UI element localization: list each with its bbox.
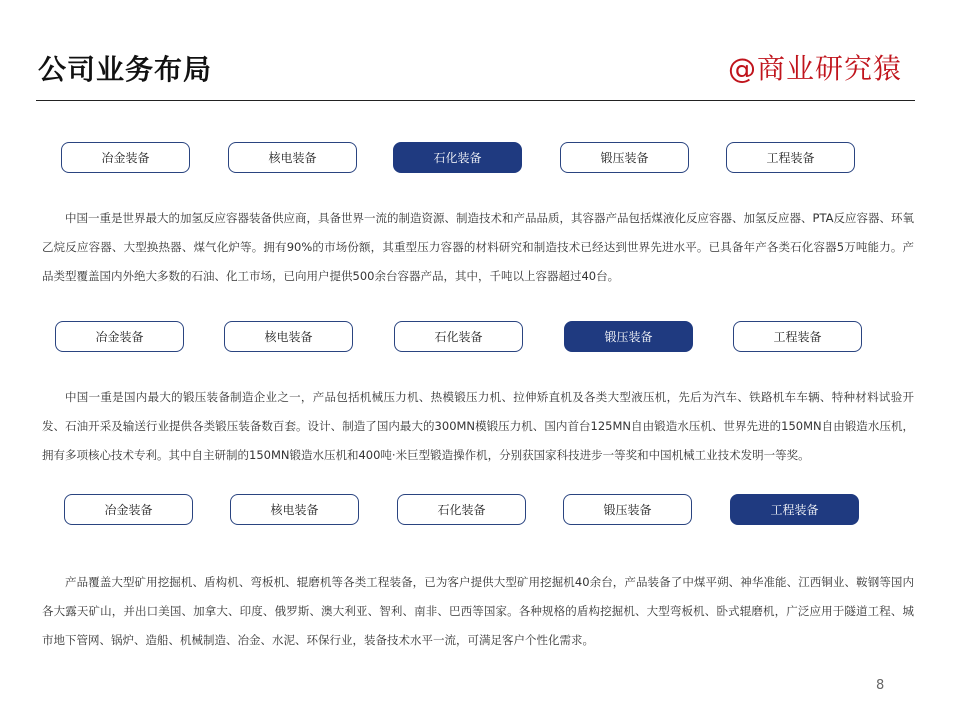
- section-1-paragraph: 中国一重是世界最大的加氢反应容器装备供应商，具备世界一流的制造资源、制造技术和产品品质，其容器产品包括煤液化反应容器、加氢反应器、PTA反应容器、环氧乙烷反应容器、大型换热器、煤气化炉等。拥有90%的市场份额，其重型压力容器的材料研究和制造技术已经达到世界先进水平。已具备年产各类石化容器5万吨能力。产品类型覆盖国内外绝大多数的石油、化工市场，已向用户提供500余台容器产品，其中，千吨以上容器超过40台。: [42, 211, 914, 283]
- tab-bar-3: [0, 494, 960, 527]
- tab-engineering[interactable]: 工程装备: [726, 142, 855, 173]
- title-divider: [36, 100, 915, 101]
- tab-metallurgy[interactable]: 冶金装备: [55, 321, 184, 352]
- tab-nuclear[interactable]: 核电装备: [224, 321, 353, 352]
- tab-forging[interactable]: 锻压装备: [560, 142, 689, 173]
- tab-metallurgy[interactable]: 冶金装备: [64, 494, 193, 525]
- section-2-paragraph: 中国一重是国内最大的锻压装备制造企业之一，产品包括机械压力机、热模锻压力机、拉伸矫直机及各类大型液压机，先后为汽车、铁路机车车辆、特种材料试验开发、石油开采及输送行业提供各类锻压装备数百套。设计、制造了国内最大的300MN模锻压力机、国内首台125MN自由锻造水压机、世界先进的150MN自由锻造水压机，拥有多项核心技术专利。其中自主研制的150MN锻造水压机和400吨·米巨型锻造操作机，分别获国家科技进步一等奖和中国机械工业技术发明一等奖。: [42, 390, 914, 462]
- tab-engineering[interactable]: 工程装备: [733, 321, 862, 352]
- tab-forging[interactable]: 锻压装备: [563, 494, 692, 525]
- tab-petrochemical[interactable]: 石化装备: [397, 494, 526, 525]
- tab-bar-2: [0, 321, 960, 354]
- brand-watermark: @商业研究猿: [727, 52, 902, 85]
- page-title: 公司业务布局: [38, 53, 213, 86]
- tab-metallurgy[interactable]: 冶金装备: [61, 142, 190, 173]
- tab-forging[interactable]: 锻压装备: [564, 321, 693, 352]
- tab-nuclear[interactable]: 核电装备: [230, 494, 359, 525]
- tab-engineering[interactable]: 工程装备: [730, 494, 859, 525]
- tab-petrochemical[interactable]: 石化装备: [393, 142, 522, 173]
- tab-petrochemical[interactable]: 石化装备: [394, 321, 523, 352]
- tab-bar-1: [0, 142, 960, 175]
- page-number: 8: [876, 678, 885, 693]
- section-3-paragraph: 产品覆盖大型矿用挖掘机、盾构机、弯板机、辊磨机等各类工程装备，已为客户提供大型矿用挖掘机40余台，产品装备了中煤平朔、神华准能、江西铜业、鞍钢等国内各大露天矿山，并出口美国、加拿大、印度、俄罗斯、澳大利亚、智利、南非、巴西等国家。各种规格的盾构挖掘机、大型弯板机、卧式辊磨机，广泛应用于隧道工程、城市地下管网、锅炉、造船、机械制造、冶金、水泥、环保行业，装备技术水平一流，可满足客户个性化需求。: [42, 575, 914, 647]
- tab-nuclear[interactable]: 核电装备: [228, 142, 357, 173]
